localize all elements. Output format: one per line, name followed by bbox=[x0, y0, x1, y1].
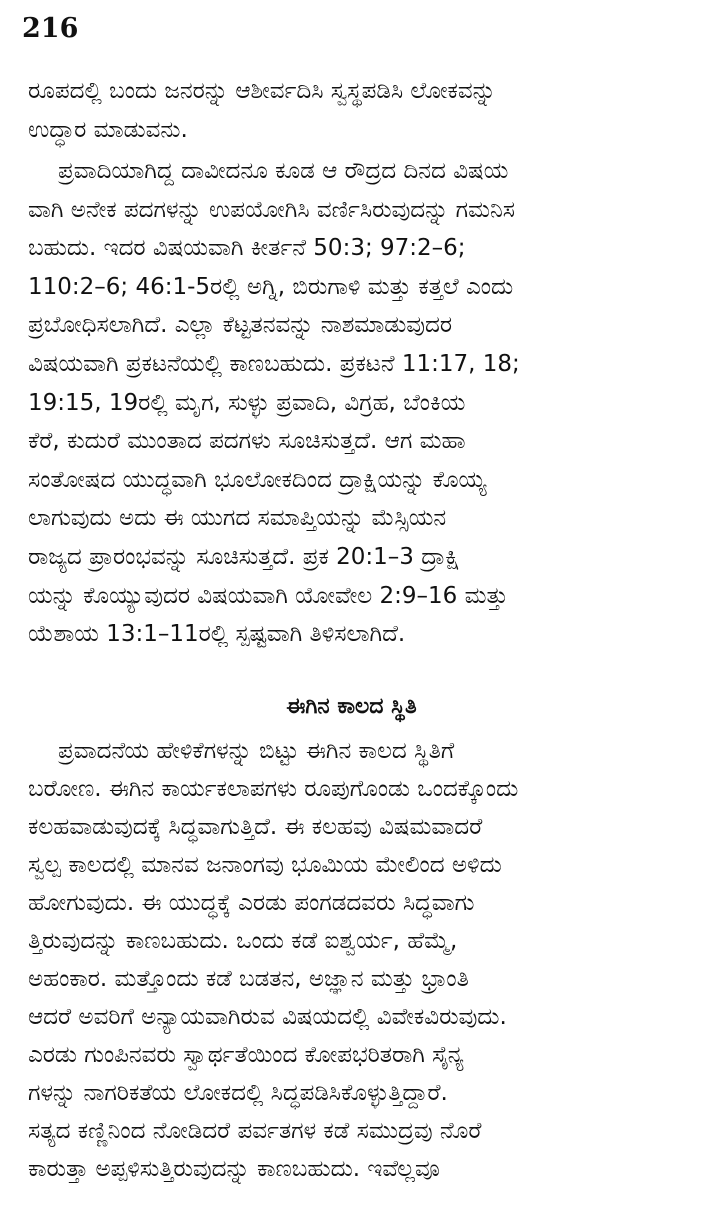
text-line: ಕಲಹವಾಡುವುದಕ್ಕೆ ಸಿದ್ಧವಾಗುತ್ತಿದೆ. ಈ ಕಲಹವು ವಿಷಮವಾದರೆ bbox=[28, 814, 483, 840]
text-line: ವಾಗಿ ಅನೇಕ ಪದಗಳನ್ನು ಉಪಯೋಗಿಸಿ ವರ್ಣಿಸಿರುವುದನ್ನು ಗಮನಿಸ bbox=[28, 196, 515, 223]
text-line: ಎರಡು ಗುಂಪಿನವರು ಸ್ವಾರ್ಥತೆಯಿಂದ ಕೋಪಭರಿತರಾಗಿ ಸೈನ್ಯ bbox=[28, 1042, 464, 1068]
page-number: 216 bbox=[22, 13, 79, 44]
text-line: ಪ್ರವಾದನೆಯ ಹೇಳಿಕೆಗಳನ್ನು ಬಿಟ್ಟು ಈಗಿನ ಕಾಲದ ಸ್ಥಿತಿಗೆ bbox=[58, 738, 455, 764]
text-line: 110:2–6; 46:1-5ರಲ್ಲಿ ಅಗ್ನಿ, ಬಿರುಗಾಳಿ ಮತ್ತು ಕತ್ತಲೆ ಎಂದು bbox=[28, 273, 514, 300]
text-line: ಆದರೆ ಅವರಿಗೆ ಅನ್ಯಾಯವಾಗಿರುವ ವಿಷಯದಲ್ಲಿ ವಿವೇಕವಿರುವುದು. bbox=[28, 1004, 507, 1030]
text-line: ತ್ತಿರುವುದನ್ನು ಕಾಣಬಹುದು. ಒಂದು ಕಡೆ ಐಶ್ವರ್ಯ, ಹೆಮ್ಮೆ, bbox=[28, 928, 458, 954]
text-line: ಕಾರುತ್ತಾ ಅಪ್ಪಳಿಸುತ್ತಿರುವುದನ್ನು ಕಾಣಬಹುದು. ಇವೆಲ್ಲವೂ bbox=[28, 1156, 440, 1182]
text-line: ಸತ್ಯದ ಕಣ್ಣಿನಿಂದ ನೋಡಿದರೆ ಪರ್ವತಗಳ ಕಡೆ ಸಮುದ್ರವು ನೊರೆ bbox=[28, 1118, 482, 1144]
text-line: ಲಾಗುವುದು ಅದು ಈ ಯುಗದ ಸಮಾಪ್ತಿಯನ್ನು ಮೆಸ್ಸಿಯನ bbox=[28, 505, 447, 532]
text-line: ಸ್ವಲ್ಪ ಕಾಲದಲ್ಲಿ ಮಾನವ ಜನಾಂಗವು ಭೂಮಿಯ ಮೇಲಿಂದ ಅಳಿದು bbox=[28, 852, 502, 878]
text-line: ಯೆಶಾಯ 13:1–11ರಲ್ಲಿ ಸ್ಪಷ್ಟವಾಗಿ ತಿಳಿಸಲಾಗಿದೆ. bbox=[28, 621, 406, 648]
paragraph-continued bbox=[28, 72, 679, 149]
text-line: ಕೆರೆ, ಕುದುರೆ ಮುಂತಾದ ಪದಗಳು ಸೂಚಿಸುತ್ತದೆ. ಆಗ ಮಹಾ bbox=[28, 428, 466, 455]
text-line: ಬರೋಣ. ಈಗಿನ ಕಾರ್ಯಕಲಾಪಗಳು ರೂಪುಗೊಂಡು ಒಂದಕ್ಕೊಂದು bbox=[28, 776, 519, 802]
paragraph-david-prophecy bbox=[28, 152, 679, 654]
text-line: ಅಹಂಕಾರ. ಮತ್ತೊಂದು ಕಡೆ ಬಡತನ, ಅಜ್ಞಾನ ಮತ್ತು ಭ್ರಾಂತಿ bbox=[28, 966, 469, 992]
text-line: ಗಳನ್ನು ನಾಗರಿಕತೆಯ ಲೋಕದಲ್ಲಿ ಸಿದ್ಧಪಡಿಸಿಕೊಳ್ಳುತ್ತಿದ್ದಾರೆ. bbox=[28, 1080, 448, 1106]
text-line: ಯನ್ನು ಕೊಯ್ಯುವುದರ ವಿಷಯವಾಗಿ ಯೋವೇಲ 2:9–16 ಮತ್ತು bbox=[28, 582, 508, 609]
text-line: ಹೋಗುವುದು. ಈ ಯುದ್ಧಕ್ಕೆ ಎರಡು ಪಂಗಡದವರು ಸಿದ್ಧವಾಗು bbox=[28, 890, 475, 916]
text-line: ಉದ್ಧಾರ ಮಾಡುವನು. bbox=[28, 116, 188, 143]
text-line: 19:15, 19ರಲ್ಲಿ ಮೃಗ, ಸುಳ್ಳು ಪ್ರವಾದಿ, ವಿಗ್ರಹ, ಬೆಂಕಿಯ bbox=[28, 389, 466, 416]
text-line: ಸಂತೋಷದ ಯುದ್ಧವಾಗಿ ಭೂಲೋಕದಿಂದ ದ್ರಾಕ್ಷಿಯನ್ನು ಕೊಯ್ಯ bbox=[28, 466, 487, 493]
text-line: ರಾಜ್ಯದ ಪ್ರಾರಂಭವನ್ನು ಸೂಚಿಸುತ್ತದೆ. ಪ್ರಕ 20:1–3 ದ್ರಾಕ್ಷಿ bbox=[28, 543, 460, 570]
text-line: ರೂಪದಲ್ಲಿ ಬಂದು ಜನರನ್ನು ಆಶೀರ್ವದಿಸಿ ಸ್ವಸ್ಥಪಡಿಸಿ ಲೋಕವನ್ನು bbox=[28, 78, 496, 104]
text-line: ವಿಷಯವಾಗಿ ಪ್ರಕಟನೆಯಲ್ಲಿ ಕಾಣಬಹುದು. ಪ್ರಕಟನೆ 11:17, 18; bbox=[28, 350, 520, 377]
text-line: ಪ್ರವಾದಿಯಾಗಿದ್ದ ದಾವೀದನೂ ಕೂಡ ಆ ರೌದ್ರದ ದಿನದ ವಿಷಯ bbox=[58, 158, 509, 184]
text-line: ಬಹುದು. ಇದರ ವಿಷಯವಾಗಿ ಕೀರ್ತನೆ 50:3; 97:2–6; bbox=[28, 235, 466, 262]
text-line: ಪ್ರಬೋಧಿಸಲಾಗಿದೆ. ಎಲ್ಲಾ ಕೆಟ್ಟತನವನ್ನು ನಾಶಮಾಡುವುದರ bbox=[28, 312, 453, 339]
section-heading: ಈಗಿನ ಕಾಲದ ಸ್ಥಿತಿ bbox=[286, 694, 417, 719]
paragraph-present-state bbox=[28, 732, 679, 1188]
